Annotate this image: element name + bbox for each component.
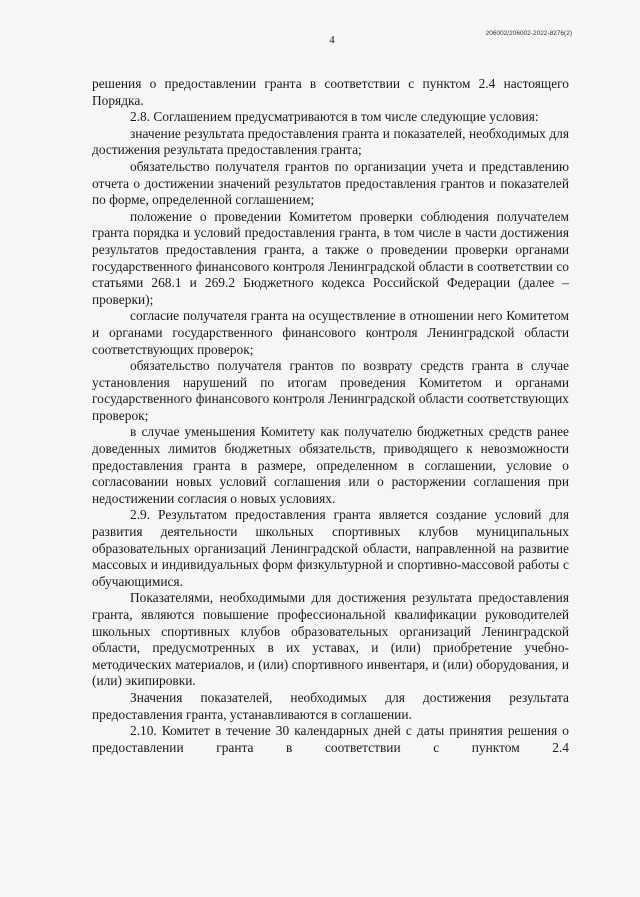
page-number: 4 bbox=[329, 34, 335, 46]
paragraph: значение результата предоставления гранта и показателей, необходимых для достижения результата предоставления гранта; bbox=[92, 125, 569, 158]
document-code: 206002/206002-2022-8276(2) bbox=[485, 30, 572, 37]
paragraph: 2.9. Результатом предоставления гранта является создание условий для развития деятельности школьных спортивных клубов муниципальных образовательных организаций Ленинградской области, направленной на развитие массовых и индивидуальных форм физкультурной и спортивно-массовой работы с обучающимися. bbox=[92, 507, 569, 589]
paragraph: Значения показателей, необходимых для достижения результата предоставления гранта, устанавливаются в соглашении. bbox=[92, 689, 569, 722]
paragraph: обязательство получателя грантов по возврату средств гранта в случае установления нарушений по итогам проведения Комитетом и органами государственного финансового контроля Ленинградской области соответствующих проверок; bbox=[92, 358, 569, 423]
paragraph: решения о предоставлении гранта в соответствии с пунктом 2.4 настоящего Порядка. bbox=[92, 76, 569, 108]
paragraph: Показателями, необходимыми для достижения результата предоставления гранта, являются повышение профессиональной квалификации руководителей школьных спортивных клубов образовательных организаций Ленинградской области, предусмотренных в их уставах, и (или) приобретение учебно-методических материалов, и (или) спортивного инвентаря, и (или) оборудования, и (или) экипировки. bbox=[92, 590, 569, 689]
paragraph: в случае уменьшения Комитету как получателю бюджетных средств ранее доведенных лимитов бюджетных обязательств, приводящего к невозможности предоставления гранта в размере, определенном в соглашении, условие о согласовании новых условий соглашения или о расторжении соглашения при недостижении согласия о новых условиях. bbox=[92, 424, 569, 506]
document-body bbox=[92, 76, 569, 773]
paragraph: 2.8. Соглашением предусматриваются в том числе следующие условия: bbox=[130, 109, 539, 125]
paragraph: обязательство получателя грантов по организации учета и представлению отчета о достижении значений результатов предоставления грантов и показателей по форме, определенной соглашением; bbox=[92, 158, 569, 208]
paragraph: 2.10. Комитет в течение 30 календарных дней с даты принятия решения о предоставлении гранта в соответствии с пунктом 2.4 bbox=[92, 723, 569, 755]
paragraph: положение о проведении Комитетом проверки соблюдения получателем гранта порядка и условий предоставления гранта, в том числе в части достижения результатов предоставления гранта, а также о проведении проверки органами государственного финансового контроля Ленинградской области в соответствии со статьями 268.1 и 269.2 Бюджетного кодекса Российской Федерации (далее – проверки); bbox=[92, 208, 569, 307]
paragraph: согласие получателя гранта на осуществление в отношении него Комитетом и органами государственного финансового контроля Ленинградской области соответствующих проверок; bbox=[92, 308, 569, 357]
